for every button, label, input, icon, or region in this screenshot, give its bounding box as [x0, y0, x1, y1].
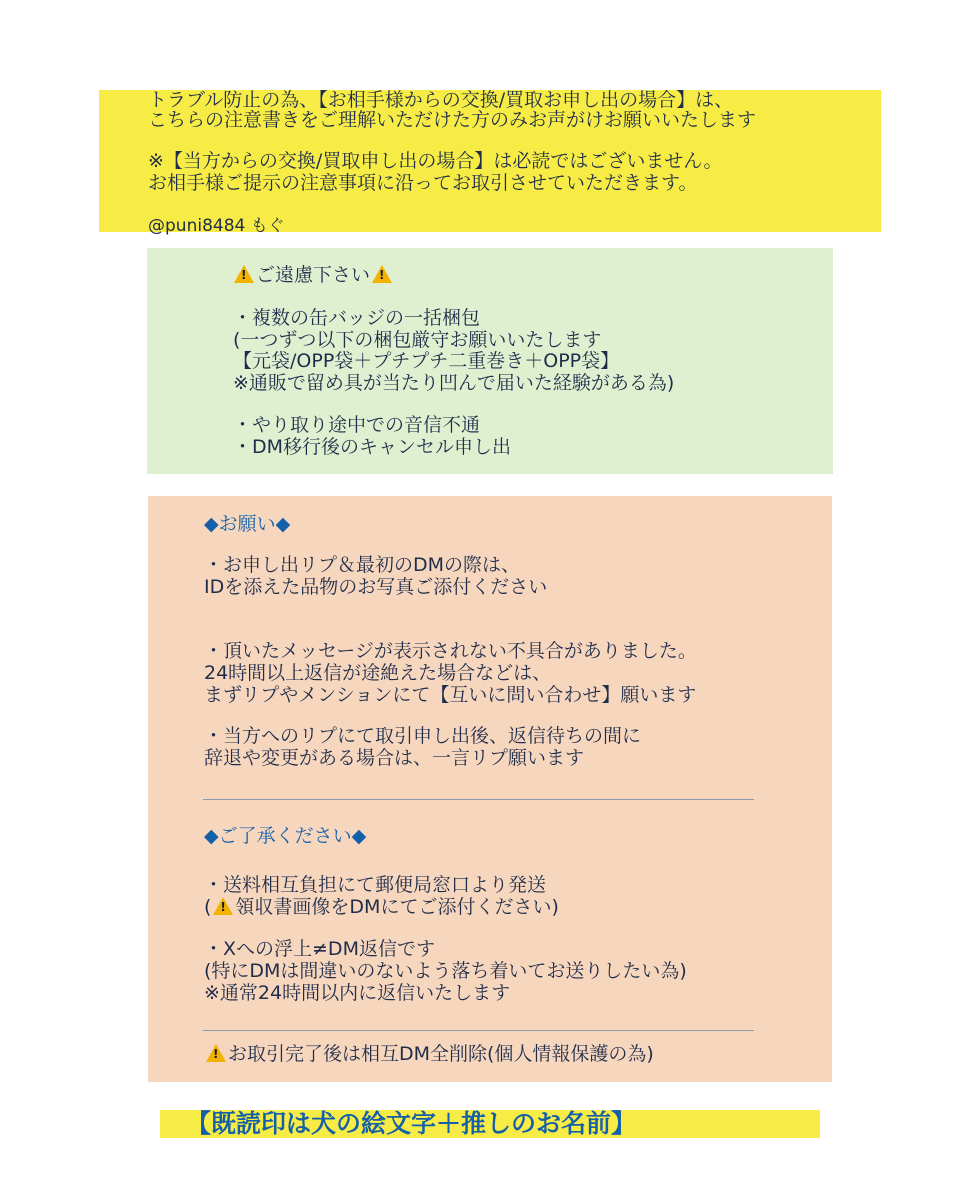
acknowledge-2-line-1: ・Xへの浮上≠DM返信です [204, 938, 435, 960]
refrain-item-1-sub-1: (一つずつ以下の梱包厳守お願いいたします [233, 329, 602, 351]
request-1-line-1: ・お申し出リプ＆最初のDMの際は、 [204, 554, 521, 576]
footer-note-text: お取引完了後は相互DM全削除(個人情報保護の為) [228, 1043, 654, 1065]
refrain-heading-text: ご遠慮下さい [256, 264, 371, 286]
requests-heading: ◆お願い◆ [204, 513, 291, 535]
request-2-line-1: ・頂いたメッセージが表示されない不具合がありました。 [204, 640, 697, 662]
intro-line-3: ※【当方からの交換/買取申し出の場合】は必読ではございません。 [148, 150, 723, 172]
warning-icon [372, 265, 392, 283]
footer-note [204, 1043, 654, 1065]
refrain-item-2: ・やり取り途中での音信不通 [233, 414, 481, 436]
acknowledge-2-line-2: (特にDMは間違いのないよう落ち着いてお送りしたい為) [204, 960, 687, 982]
refrain-item-1-sub-2: 【元袋/OPP袋＋プチプチ二重巻き＋OPP袋】 [233, 350, 620, 372]
request-3-line-1: ・当方へのリプにて取引申し出後、返信待ちの間に [204, 725, 642, 747]
request-2-line-2: 24時間以上返信が途絶えた場合などは、 [204, 662, 552, 684]
request-3-line-2: 辞退や変更がある場合は、一言リプ願います [204, 747, 585, 769]
acknowledge-heading: ◆ご了承ください◆ [204, 825, 367, 847]
intro-line-1: トラブル防止の為、【お相手様からの交換/買取お申し出の場合】は、 [148, 89, 734, 111]
author-handle: @puni8484 もぐ [148, 216, 285, 236]
bottom-banner-text: 【既読印は犬の絵文字＋推しのお名前】 [186, 1109, 637, 1138]
request-1-line-2: IDを添えた品物のお写真ご添付ください [204, 576, 548, 598]
intro-block [99, 89, 881, 236]
acknowledge-1-text: 領収書画像をDMにてご添付ください) [235, 896, 559, 918]
refrain-item-3: ・DM移行後のキャンセル申し出 [233, 436, 512, 458]
warning-icon [206, 1044, 226, 1062]
acknowledge-1-line-2 [204, 896, 559, 918]
intro-line-2: こちらの注意書きをご理解いただけた方のみお声がけお願いいたします [148, 109, 757, 131]
warning-icon [234, 265, 254, 283]
requests-block [148, 496, 832, 1082]
acknowledge-2-line-3: ※通常24時間以内に返信いたします [204, 982, 511, 1004]
refrain-item-1: ・複数の缶バッジの一括梱包 [233, 307, 481, 329]
warning-icon [213, 897, 233, 915]
acknowledge-1-paren: ( [204, 896, 212, 918]
acknowledge-1-line-1: ・送料相互負担にて郵便局窓口より発送 [204, 874, 547, 896]
section-divider [203, 799, 754, 800]
intro-line-4: お相手様ご提示の注意事項に沿ってお取引させていただきます。 [148, 172, 698, 194]
bottom-banner [160, 1110, 820, 1138]
request-2-line-3: まずリプやメンションにて【互いに問い合わせ】願います [204, 684, 697, 706]
section-divider [203, 1030, 754, 1031]
refrain-heading [232, 264, 394, 286]
refrain-block [147, 248, 833, 474]
refrain-item-1-sub-3: ※通販で留め具が当たり凹んで届いた経験がある為) [233, 372, 675, 394]
